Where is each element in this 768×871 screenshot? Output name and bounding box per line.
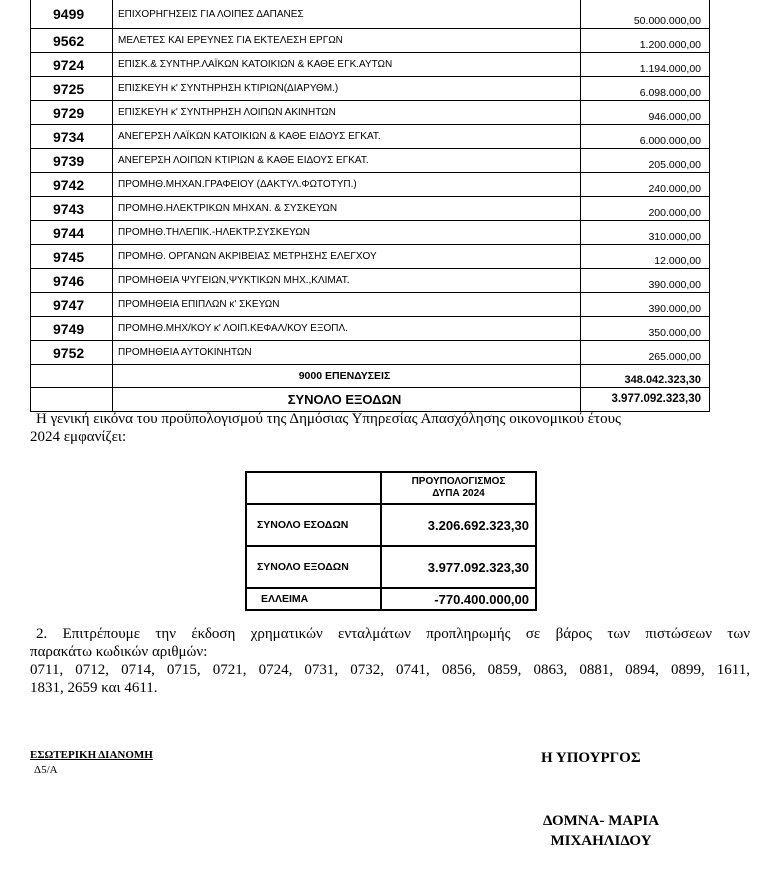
row-code: 9745 xyxy=(31,245,113,269)
table-row xyxy=(31,341,710,365)
income-label: ΣΥΝΟΛΟ ΕΣΟΔΩΝ xyxy=(246,504,381,546)
row-code: 9749 xyxy=(31,317,113,341)
row-amount: 205.000,00 xyxy=(581,149,710,173)
table-row xyxy=(31,53,710,77)
row-code: 9725 xyxy=(31,77,113,101)
table-row xyxy=(31,269,710,293)
summary-header-line: ΔΥΠΑ 2024 xyxy=(432,488,485,499)
subtotal-row xyxy=(31,365,710,388)
expense-value: 3.977.092.323,30 xyxy=(381,546,536,588)
total-amount: 3.977.092.323,30 xyxy=(581,388,710,412)
budget-summary-table xyxy=(245,471,537,611)
signatory-name-line: ΜΙΧΑΗΛΙΔΟΥ xyxy=(550,833,652,849)
intro-line: Η γενική εικόνα του προϋπολογισμού της Δημόσιας Υπηρεσίας Απασχόλησης οικονομικού έτους xyxy=(36,411,621,427)
row-code: 9729 xyxy=(31,101,113,125)
subtotal-amount: 348.042.323,30 xyxy=(581,365,710,388)
row-description: ΠΡΟΜΗΘ.ΜΗΧΑΝ.ΓΡΑΦΕΙΟΥ (ΔΑΚΤΥΛ.ΦΩΤΟΤΥΠ.) xyxy=(113,173,581,197)
row-description: ΕΠΙΣΚΕΥΗ κ' ΣΥΝΤΗΡΗΣΗ ΛΟΙΠΩΝ ΑΚΙΝΗΤΩΝ xyxy=(113,101,581,125)
row-description: ΕΠΙΣΚ.& ΣΥΝΤΗΡ.ΛΑΪΚΩΝ ΚΑΤΟΙΚΙΩΝ & ΚΑΘΕ ΕΓΚ.ΑΥΤΩΝ xyxy=(113,53,581,77)
signatory-name-line: ΔΟΜΝΑ- ΜΑΡΙΑ xyxy=(542,813,660,829)
row-amount: 1.194.000,00 xyxy=(581,53,710,77)
empty-cell xyxy=(31,388,113,412)
table-row xyxy=(31,101,710,125)
row-amount: 265.000,00 xyxy=(581,341,710,365)
table-row xyxy=(31,317,710,341)
internal-distribution-title: ΕΣΩΤΕΡΙΚΗ ΔΙΑΝΟΜΗ xyxy=(30,749,153,761)
row-amount: 200.000,00 xyxy=(581,197,710,221)
table-row xyxy=(31,0,710,29)
expenses-table xyxy=(30,0,710,412)
row-code: 9499 xyxy=(31,0,113,29)
internal-distribution-code: Δ5/Α xyxy=(34,764,58,776)
deficit-value: -770.400.000,00 xyxy=(381,588,536,610)
row-description: ΑΝΕΓΕΡΣΗ ΛΟΙΠΩΝ ΚΤΙΡΙΩΝ & ΚΑΘΕ ΕΙΔΟΥΣ ΕΓΚΑΤ. xyxy=(113,149,581,173)
row-amount: 12.000,00 xyxy=(581,245,710,269)
row-code: 9562 xyxy=(31,29,113,53)
row-amount: 240.000,00 xyxy=(581,173,710,197)
row-code: 9752 xyxy=(31,341,113,365)
row-description: ΠΡΟΜΗΘΕΙΑ ΕΠΙΠΛΩΝ κ' ΣΚΕΥΩΝ xyxy=(113,293,581,317)
row-amount: 390.000,00 xyxy=(581,293,710,317)
table-row xyxy=(31,149,710,173)
income-value: 3.206.692.323,30 xyxy=(381,504,536,546)
row-description: ΠΡΟΜΗΘ.ΤΗΛΕΠΙΚ.-ΗΛΕΚΤΡ.ΣΥΣΚΕΥΩΝ xyxy=(113,221,581,245)
row-code: 9742 xyxy=(31,173,113,197)
row-description: ΜΕΛΕΤΕΣ ΚΑΙ ΕΡΕΥΝΕΣ ΓΙΑ ΕΚΤΕΛΕΣΗ ΕΡΓΩΝ xyxy=(113,29,581,53)
account-codes-line: 1831, 2659 και 4611. xyxy=(30,680,158,696)
row-code: 9743 xyxy=(31,197,113,221)
row-amount: 6.098.000,00 xyxy=(581,77,710,101)
row-amount: 6.000.000,00 xyxy=(581,125,710,149)
row-description: ΠΡΟΜΗΘ. ΟΡΓΑΝΩΝ ΑΚΡΙΒΕΙΑΣ ΜΕΤΡΗΣΗΣ ΕΛΕΓΧΟΥ xyxy=(113,245,581,269)
row-description: ΕΠΙΧΟΡΗΓΗΣΕΙΣ ΓΙΑ ΛΟΙΠΕΣ ΔΑΠΑΝΕΣ xyxy=(113,0,581,29)
row-amount: 350.000,00 xyxy=(581,317,710,341)
row-description: ΠΡΟΜΗΘ.ΜΗΧ/ΚΟΥ κ' ΛΟΙΠ.ΚΕΦΑΛ/ΚΟΥ ΕΞΟΠΛ. xyxy=(113,317,581,341)
row-amount: 310.000,00 xyxy=(581,221,710,245)
authorization-line: 2. Επιτρέπουμε την έκδοση χρηματικών ενταλμάτων προπληρωμής σε βάρος των πιστώσεων των xyxy=(36,626,750,642)
empty-cell xyxy=(246,472,381,504)
row-description: ΠΡΟΜΗΘΕΙΑ ΑΥΤΟΚΙΝΗΤΩΝ xyxy=(113,341,581,365)
row-amount: 1.200.000,00 xyxy=(581,29,710,53)
signatory-name xyxy=(536,811,666,851)
deficit-label: ΕΛΛΕΙΜΑ xyxy=(246,588,381,610)
row-code: 9739 xyxy=(31,149,113,173)
row-description: ΕΠΙΣΚΕΥΗ κ' ΣΥΝΤΗΡΗΣΗ ΚΤΙΡΙΩΝ(ΔΙΑΡΥΘΜ.) xyxy=(113,77,581,101)
authorization-paragraph xyxy=(30,625,750,697)
intro-paragraph xyxy=(30,410,750,446)
summary-row-deficit xyxy=(246,588,536,610)
row-description: ΠΡΟΜΗΘ.ΗΛΕΚΤΡΙΚΩΝ ΜΗΧΑΝ. & ΣΥΣΚΕΥΩΝ xyxy=(113,197,581,221)
total-label: ΣΥΝΟΛΟ ΕΞΟΔΩΝ xyxy=(113,388,581,412)
summary-header-line: ΠΡΟΥΠΟΛΟΓΙΣΜΟΣ xyxy=(411,476,506,487)
expense-label: ΣΥΝΟΛΟ ΕΞΟΔΩΝ xyxy=(246,546,381,588)
table-row xyxy=(31,197,710,221)
total-row xyxy=(31,388,710,412)
row-description: ΠΡΟΜΗΘΕΙΑ ΨΥΓΕΙΩΝ,ΨΥΚΤΙΚΩΝ ΜΗΧ.,ΚΛΙΜΑΤ. xyxy=(113,269,581,293)
minister-title: Η ΥΠΟΥΡΓΟΣ xyxy=(541,750,641,766)
row-code: 9746 xyxy=(31,269,113,293)
row-code: 9744 xyxy=(31,221,113,245)
row-code: 9747 xyxy=(31,293,113,317)
summary-header xyxy=(381,472,536,504)
row-code: 9724 xyxy=(31,53,113,77)
table-row xyxy=(31,221,710,245)
authorization-line: παρακάτω κωδικών αριθμών: xyxy=(30,644,208,660)
row-code: 9734 xyxy=(31,125,113,149)
intro-line: 2024 εμφανίζει: xyxy=(30,429,127,445)
table-row xyxy=(31,77,710,101)
subtotal-label: 9000 ΕΠΕΝΔΥΣΕΙΣ xyxy=(113,365,581,388)
empty-cell xyxy=(31,365,113,388)
row-description: ΑΝΕΓΕΡΣΗ ΛΑΪΚΩΝ ΚΑΤΟΙΚΙΩΝ & ΚΑΘΕ ΕΙΔΟΥΣ ΕΓΚΑΤ. xyxy=(113,125,581,149)
summary-header-row xyxy=(246,472,536,504)
summary-row-expenses xyxy=(246,546,536,588)
row-amount: 50.000.000,00 xyxy=(581,0,710,29)
account-codes-line: 0711, 0712, 0714, 0715, 0721, 0724, 0731, 0732, 0741, 0856, 0859, 0863, 0881, 0894, 0899, 1611, xyxy=(30,662,750,678)
table-row xyxy=(31,245,710,269)
row-amount: 946.000,00 xyxy=(581,101,710,125)
table-row xyxy=(31,29,710,53)
table-row xyxy=(31,293,710,317)
table-row xyxy=(31,125,710,149)
row-amount: 390.000,00 xyxy=(581,269,710,293)
table-row xyxy=(31,173,710,197)
summary-row-income xyxy=(246,504,536,546)
